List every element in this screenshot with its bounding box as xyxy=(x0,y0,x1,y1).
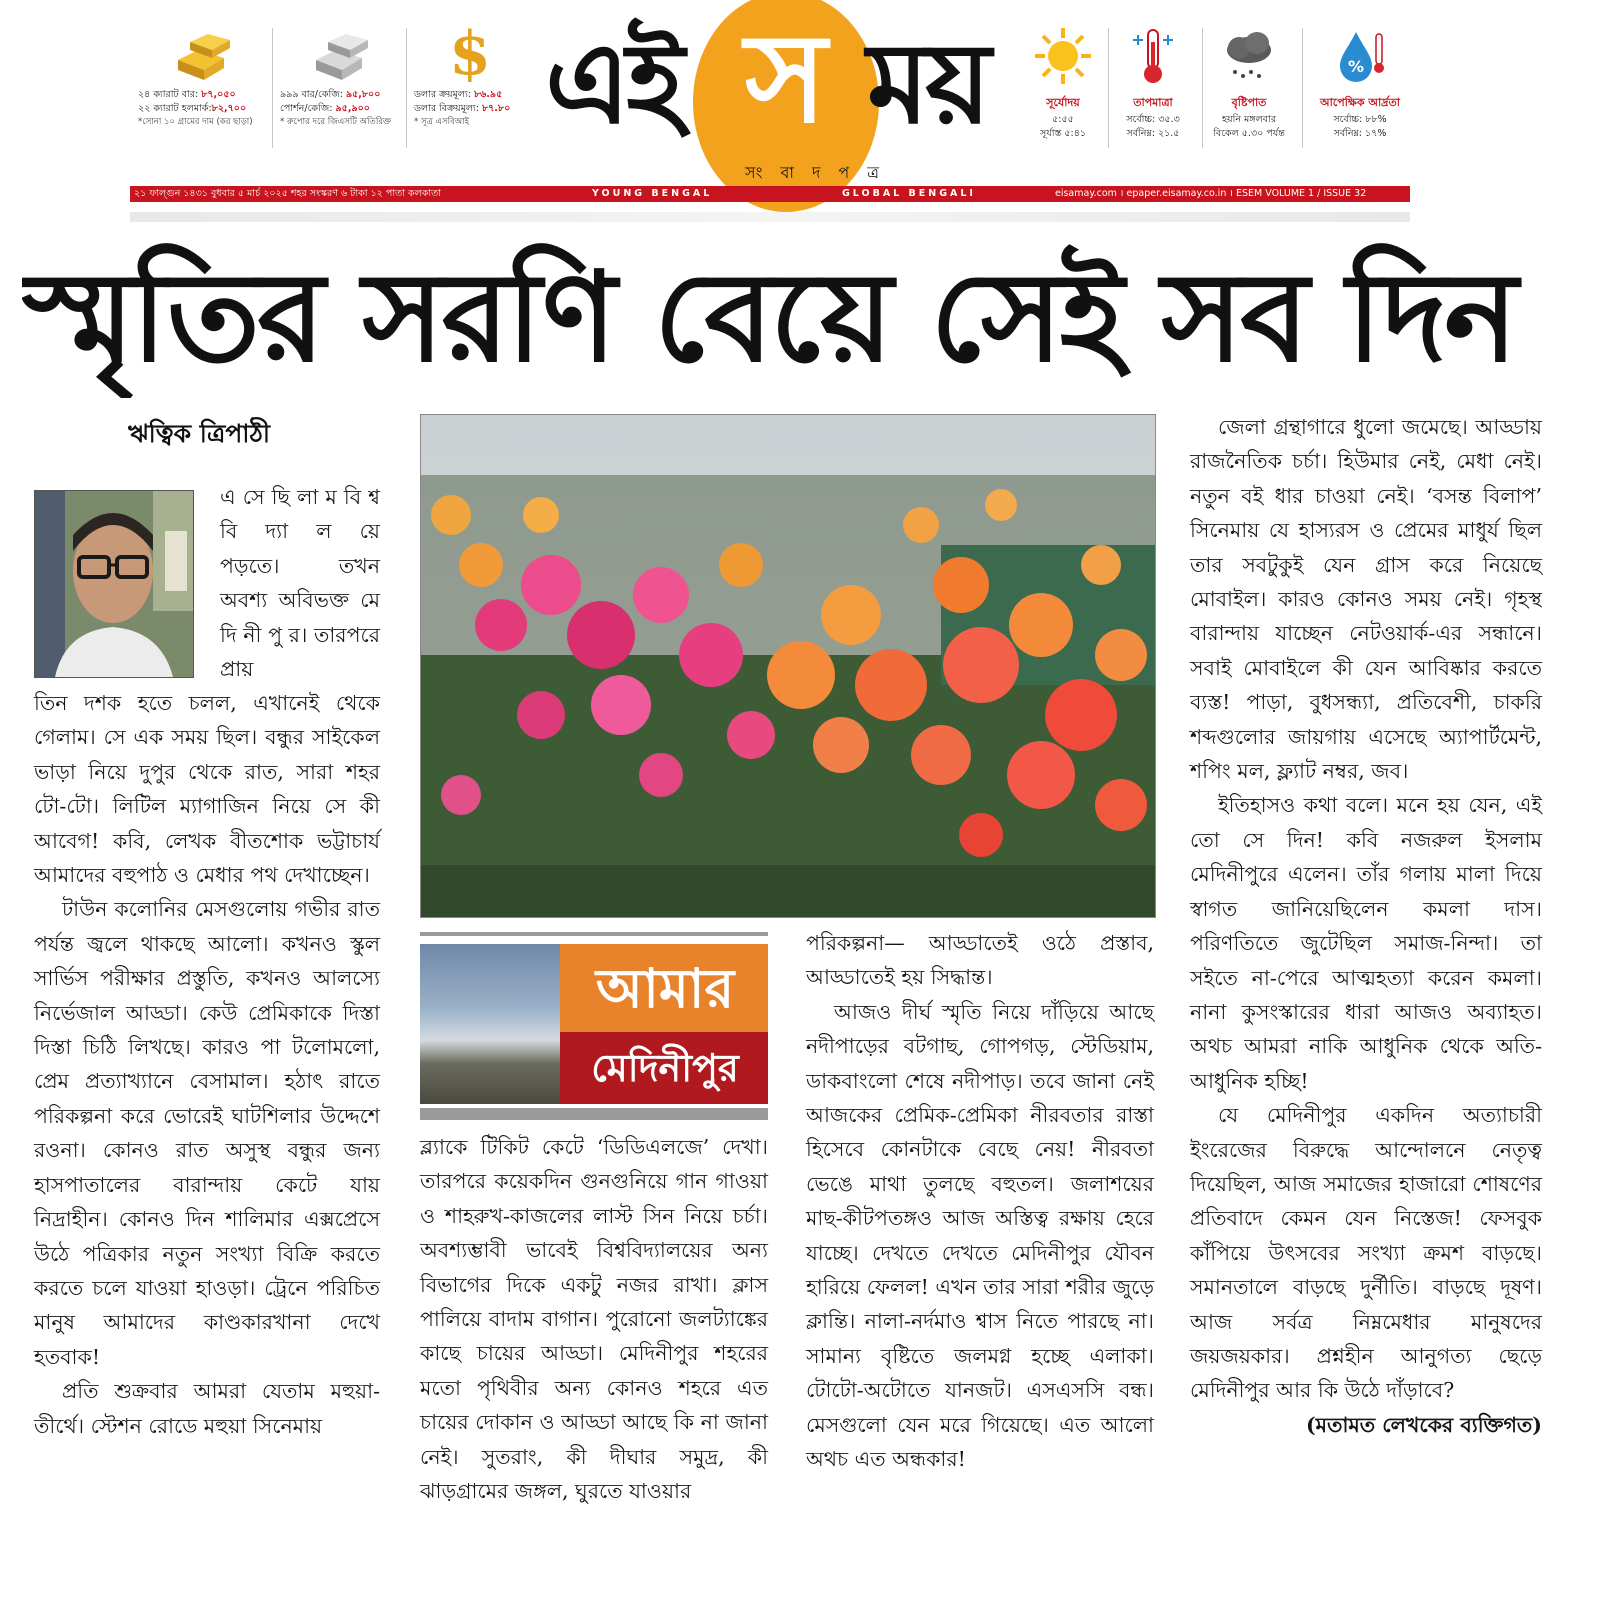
section-logo-amar-medinipur[interactable] xyxy=(420,932,768,1120)
article-paragraph: আজও দীর্ঘ স্মৃতি নিয়ে দাঁড়িয়ে আছে নদীপাড়ের বটগাছ, গোপগড়, স্টেডিয়াম, ডাকবাংলো শেষে নদীপাড়। তবে জানা নেই আজকের প্রেমিক-প্রেমিকা নীরবতার রাস্তা হিসেবে কোনটাকে বেছে নেয়! নীরবতা ভেঙে মাথা তুলছে বহুতল। জলাশয়ের মাছ-কীটপতঙ্গও আজ অস্তিত্ব রক্ষায় হেরে যাচ্ছে। দেখতে দেখতে মেদিনীপুর যৌবন হারিয়ে ফেলল! এখন তার সারা শরীর জুড়ে ক্লান্তি। নালা-নর্দমাও শ্বাস নিতে পারছে না। সামান্য বৃষ্টিতে জলমগ্ন হচ্ছে এলাকা। টোটো-অটোতে যানজট। এসএসসি বন্ধ। মেসগুলো যেন মরে গিয়েছে। এত আলো অথচ এত অন্ধকার! xyxy=(806,999,1154,1472)
divider xyxy=(406,28,407,148)
sun-icon xyxy=(1033,26,1093,86)
section-logo-line2: মেদিনীপুর xyxy=(591,1045,739,1090)
article-paragraph: যে মেদিনীপুর একদিন অত্যাচারী ইংরেজের বিরুদ্ধে আন্দোলনে নেতৃত্ব দিয়েছিল, আজ সমাজের হাজারো শোষণের প্রতিবাদে কেমন যেন নিস্তেজ! ফেসবুক কাঁপিয়ে উৎসবের সংখ্যা ক্রমশ বাড়ছে। সমানতালে বাড়ছে দুর্নীতি। বাড়ছে দূষণ। আজ সর্বত্র নিম্নমেধার মানুষদের জয়জয়কার। প্রশ্নহীন আনুগত্য ছেড়ে মেদিনীপুর আর কি উঠে দাঁড়াবে? xyxy=(1190,1103,1542,1403)
article-column-1-wrap xyxy=(220,480,380,686)
author-disclaimer: (মতামত লেখকের ব্যক্তিগত) xyxy=(1305,1412,1542,1437)
divider xyxy=(272,28,273,148)
slogan-left: YOUNG BENGAL xyxy=(592,188,713,199)
article-column-2 xyxy=(420,1130,768,1508)
divider xyxy=(1302,28,1303,148)
humidity-drop-icon xyxy=(1330,26,1390,86)
section-logo-line1: আমার xyxy=(595,956,735,1020)
article-headline: স্মৃতির সরণি বেয়ে সেই সব দিন xyxy=(22,245,1516,390)
article-column-4 xyxy=(1190,410,1542,1442)
logo-text-middle: স xyxy=(745,6,827,151)
dollar-icon xyxy=(435,20,505,82)
thermometer-icon xyxy=(1123,26,1183,86)
svg-text:%: % xyxy=(1347,57,1365,76)
humidity-block: % আপেক্ষিক আর্দ্রতা সর্বোচ্চ: ৮৮% সর্বনিম্ন: ১৭% xyxy=(1310,26,1410,141)
gold-bars-icon xyxy=(168,20,238,82)
teaser-strip xyxy=(130,212,1410,222)
article-column-3 xyxy=(806,926,1154,1477)
article-paragraph: জেলা গ্রন্থাগারে ধুলো জমেছে। আড্ডায় রাজনৈতিক চর্চা। হিউমার নেই, মেধা নেই। নতুন বই ধার চাওয়া নেই। ‘বসন্ত বিলাপ’ সিনেমায় যে হাস্যরস ও প্রেমের মাধুর্য ছিল তার সবটুকুই যেন গ্রাস করে নিয়েছে মোবাইল। কারও কোনও সময় নেই। গৃহস্থ বারান্দায় যাচ্ছেন নেটওয়ার্ক-এর সন্ধানে। সবাই মোবাইলে কী যেন আবিষ্কার করতে ব্যস্ত! পাড়া, বুধসন্ধ্যা, প্রতিবেশী, চাকরি শব্দগুলোর জায়গায় এসেছে অ্যাপার্টমেন্ট, শপিং মল, ফ্ল্যাট নম্বর, জব। xyxy=(1190,415,1542,784)
article-paragraph: ব্ল্যাকে টিকিট কেটে ‘ডিডিএলজে’ দেখা। তারপরে কয়েকদিন গুনগুনিয়ে গান গাওয়া ও শাহরুখ-কাজলের লাস্ট সিন নিয়ে চর্চা। অবশ্যম্ভাবী ভাবেই বিশ্ববিদ্যালয়ের অন্য বিভাগের দিকে একটু নজর রাখা। ক্লাস পালিয়ে বাদাম বাগান। পুরোনো জলট্যাঙ্কের কাছে চায়ের আড্ডা। মেদিনীপুর শহরের মতো পৃথিবীর অন্য কোনও শহরে এত চায়ের দোকান ও আড্ডা আছে কি না জানা নেই। সুতরাং, কী দীঘার সমুদ্র, কী ঝাড়গ্রামের জঙ্গল, ঘুরতে যাওয়ার xyxy=(420,1135,768,1504)
article-column-1 xyxy=(34,686,380,1443)
article-paragraph: প্রতি শুক্রবার আমরা যেতাম মহুয়া-তীর্থে। স্টেশন রোডে মহুয়া সিনেমায় xyxy=(34,1379,380,1438)
author-byline: ঋত্বিক ত্রিপাঠী xyxy=(128,419,271,448)
logo-text-left: এই xyxy=(545,18,681,149)
divider xyxy=(1202,28,1203,148)
edition-date: ২১ ফাল্গুন ১৪৩১ বুধবার ৫ মার্চ ২০২৫ শহর সংস্করণ ৬ টাকা ১২ পাতা কলকাতা xyxy=(134,188,441,199)
silver-rate-block: ৯৯৯ বার/কেজি: ৯৫,৮০০ পোর্শন/কেজি: ৯৫,৯০০ * রুপোর দরে জিএসটি অতিরিক্ত xyxy=(280,20,402,129)
article-paragraph: তিন দশক হতে চলল, এখানেই থেকে গেলাম। সে এক সময় ছিল। বন্ধুর সাইকেল ভাড়া নিয়ে দুপুর থেকে রাত, সারা শহর টো-টো। লিটিল ম্যাগাজিন নিয়ে সে কী আবেগ! কবি, লেখক বীতশোক ভট্টাচার্য আমাদের বহুপাঠ ও মেধার পথ দেখাচ্ছেন। xyxy=(34,691,380,888)
svg-text:$: $ xyxy=(449,20,491,82)
article-paragraph: ইতিহাসও কথা বলে। মনে হয় যেন, এই তো সে দিন! কবি নজরুল ইসলাম মেদিনীপুরে এলেন। তাঁর গলায় মালা দিয়ে স্বাগত জানিয়েছিলেন কমলা দাস। পরিণতিতে জুটেছিল সমাজ-নিন্দা। তা সইতে না-পেরে আত্মহত্যা করেন কমলা। নানা কুসংস্কারের ধারা আজও অব্যাহত। অথচ আমরা নাকি আধুনিক থেকে অতি-আধুনিক হচ্ছি! xyxy=(1190,793,1542,1093)
newspaper-logo[interactable] xyxy=(545,0,1025,210)
article-photo-bougainvillea xyxy=(420,414,1156,918)
sea-image xyxy=(420,944,560,1104)
website-info[interactable]: eisamay.com । epaper.eisamay.co.in । ESEM VOLUME 1 / ISSUE 32 xyxy=(1055,188,1367,199)
author-photo xyxy=(34,490,194,678)
logo-subtitle: সংবাদপত্র xyxy=(745,163,898,182)
article-paragraph: এ সে ছি লা ম বি শ্ব বি দ্যা ল য়ে পড়তে। তখন অবশ্য অবিভক্ত মে দি নী পু র। তারপরে প্রায় xyxy=(220,485,380,682)
dollar-rate-block: $ ডলার ক্রয়মূল্য: ৮৬.৯৫ ডলার বিক্রয়মূল্য: ৮৭.৮০ * সূত্র এসবিআই xyxy=(414,20,511,127)
silver-bars-icon xyxy=(306,20,376,82)
sunrise-block: সূর্যোদয় ৫:৫৫ সূর্যাস্ত ৫:৪১ xyxy=(1018,26,1108,141)
masthead-info-bar xyxy=(130,186,1410,202)
divider xyxy=(420,1108,768,1120)
logo-text-right: ময় xyxy=(867,18,988,149)
article-paragraph: পরিকল্পনা— আড্ডাতেই ওঠে প্রস্তাব, আড্ডাতেই হয় সিদ্ধান্ত। xyxy=(806,931,1154,990)
rainfall-block: বৃষ্টিপাত হয়নি মঙ্গলবার বিকেল ৫.৩০ পর্যন্ত xyxy=(1204,26,1294,141)
article-paragraph: টাউন কলোনির মেসগুলোয় গভীর রাত পর্যন্ত জ্বলে থাকছে আলো। কখনও স্কুল সার্ভিস পরীক্ষার প্রস্তুতি, কখনও আলস্যে নির্ভেজাল আড্ডা। কেউ প্রেমিকাকে দিস্তা দিস্তা চিঠি লিখছে। কারও পা টলোমলো, প্রেম প্রত্যাখ্যানে বেসামাল। হঠাৎ রাতে পরিকল্পনা করে ভোরেই ঘাটশিলার উদ্দেশে রওনা। কোনও রাত অসুস্থ বন্ধুর জন্য হাসপাতালের বারান্দায় কেটে যায় নিদ্রাহীন। কোনও দিন শালিমার এক্সপ্রেসে উঠে পত্রিকার নতুন সংখ্যা বিক্রি করতে করতে চলে যাওয়া হাওড়া। ট্রেনে পরিচিত মানুষ আমাদের কাণ্ডকারখানা দেখে হতবাক! xyxy=(34,897,380,1369)
divider xyxy=(420,932,768,936)
rain-cloud-icon xyxy=(1219,26,1279,86)
gold-rate-block: ২৪ ক্যারাট বার: ৮৭,০৫০ ২২ ক্যারাট হলমার্ক:৮২,৭০০ *সোনা ১০ গ্রামের দাম (কর ছাড়া) xyxy=(138,20,268,129)
temperature-block: তাপমাত্রা সর্বোচ্চ: ৩৫.৩ সর্বনিম্ন: ২১.৫ xyxy=(1108,26,1198,141)
slogan-right: GLOBAL BENGALI xyxy=(842,188,976,199)
